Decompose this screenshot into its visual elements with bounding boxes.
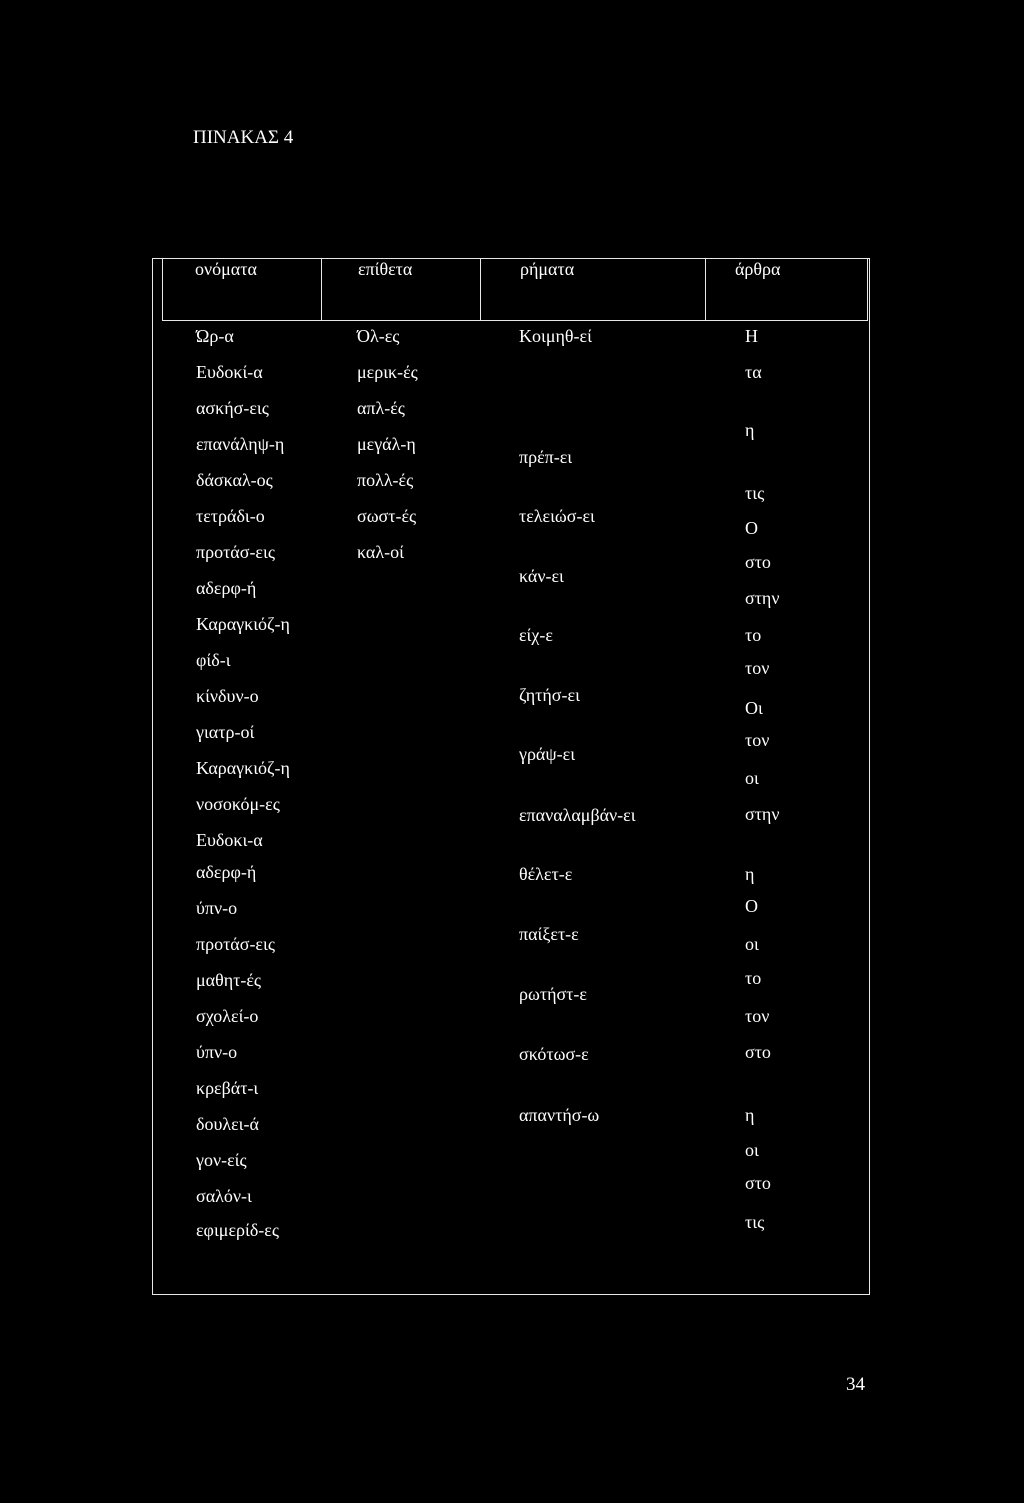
article-cell: η [745, 864, 755, 884]
article-cell: το [745, 968, 762, 988]
adjective-cell: μερικ-ές [357, 362, 418, 382]
noun-cell: τετράδι-ο [196, 506, 265, 526]
verb-cell: Κοιμηθ-εί [519, 326, 592, 346]
noun-cell: Ώρ-α [196, 326, 234, 346]
header-nouns: ονόματα [195, 259, 257, 279]
verb-cell: είχ-ε [519, 625, 553, 645]
article-cell: η [745, 1105, 755, 1125]
header-articles: άρθρα [735, 259, 781, 279]
verb-cell: γράψ-ει [519, 744, 576, 764]
article-cell: στην [745, 588, 780, 608]
article-cell: Η [745, 326, 758, 346]
verb-cell: πρέπ-ει [519, 447, 573, 467]
article-cell: τις [745, 483, 765, 503]
verb-cell: σκότωσ-ε [519, 1044, 589, 1064]
noun-cell: Ευδοκί-α [196, 362, 263, 382]
article-cell: τον [745, 658, 770, 678]
verb-cell: θέλετ-ε [519, 864, 573, 884]
noun-cell: προτάσ-εις [196, 934, 275, 954]
article-cell: τα [745, 362, 762, 382]
noun-cell: νοσοκόμ-ες [196, 794, 280, 814]
column-divider [480, 258, 481, 321]
article-cell: οι [745, 768, 759, 788]
article-cell: τις [745, 1212, 765, 1232]
page-number: 34 [846, 1374, 865, 1395]
article-cell: Οι [745, 698, 763, 718]
article-cell: τον [745, 1006, 770, 1026]
noun-cell: Καραγκιόζ-η [196, 614, 290, 634]
verb-cell: απαντήσ-ω [519, 1105, 600, 1125]
verb-cell: ρωτήστ-ε [519, 984, 587, 1004]
adjective-cell: πολλ-ές [357, 470, 414, 490]
noun-cell: σχολεί-ο [196, 1006, 259, 1026]
noun-cell: προτάσ-εις [196, 542, 275, 562]
noun-cell: επανάληψ-η [196, 434, 285, 454]
noun-cell: δάσκαλ-ος [196, 470, 273, 490]
header-adjectives: επίθετα [358, 259, 413, 279]
article-cell: οι [745, 1140, 759, 1160]
header-verbs: ρήματα [520, 259, 575, 279]
verb-cell: κάν-ει [519, 566, 564, 586]
noun-cell: κρεβάτ-ι [196, 1078, 259, 1098]
page-title: ΠΙΝΑΚΑΣ 4 [193, 127, 294, 148]
article-cell: στο [745, 552, 771, 572]
noun-cell: μαθητ-ές [196, 970, 262, 990]
verb-cell: παίξετ-ε [519, 924, 579, 944]
column-divider [705, 258, 706, 321]
article-cell: Ο [745, 896, 758, 916]
article-cell: στο [745, 1042, 771, 1062]
noun-cell: Ευδοκι-α [196, 830, 263, 850]
adjective-cell: σωστ-ές [357, 506, 417, 526]
article-cell: το [745, 625, 762, 645]
noun-cell: δουλει-ά [196, 1114, 259, 1134]
verb-cell: ζητήσ-ει [519, 685, 580, 705]
noun-cell: γιατρ-οί [196, 722, 255, 742]
article-cell: στο [745, 1173, 771, 1193]
verb-cell: τελειώσ-ει [519, 506, 595, 526]
article-cell: τον [745, 730, 770, 750]
article-cell: Ο [745, 518, 758, 538]
adjective-cell: Όλ-ες [357, 326, 400, 346]
column-divider [321, 258, 322, 321]
adjective-cell: καλ-οί [357, 542, 404, 562]
article-cell: οι [745, 934, 759, 954]
adjective-cell: απλ-ές [357, 398, 405, 418]
noun-cell: ύπν-ο [196, 898, 238, 918]
noun-cell: κίνδυν-ο [196, 686, 259, 706]
noun-cell: ασκήσ-εις [196, 398, 269, 418]
noun-cell: αδερφ-ή [196, 862, 257, 882]
noun-cell: σαλόν-ι [196, 1186, 252, 1206]
noun-cell: εφιμερίδ-ες [196, 1220, 279, 1240]
noun-cell: ύπν-ο [196, 1042, 238, 1062]
noun-cell: Καραγκιόζ-η [196, 758, 290, 778]
noun-cell: γον-είς [196, 1150, 247, 1170]
adjective-cell: μεγάλ-η [357, 434, 416, 454]
noun-cell: φίδ-ι [196, 650, 231, 670]
noun-cell: αδερφ-ή [196, 578, 257, 598]
article-cell: η [745, 420, 755, 440]
verb-cell: επαναλαμβάν-ει [519, 805, 636, 825]
article-cell: στην [745, 804, 780, 824]
